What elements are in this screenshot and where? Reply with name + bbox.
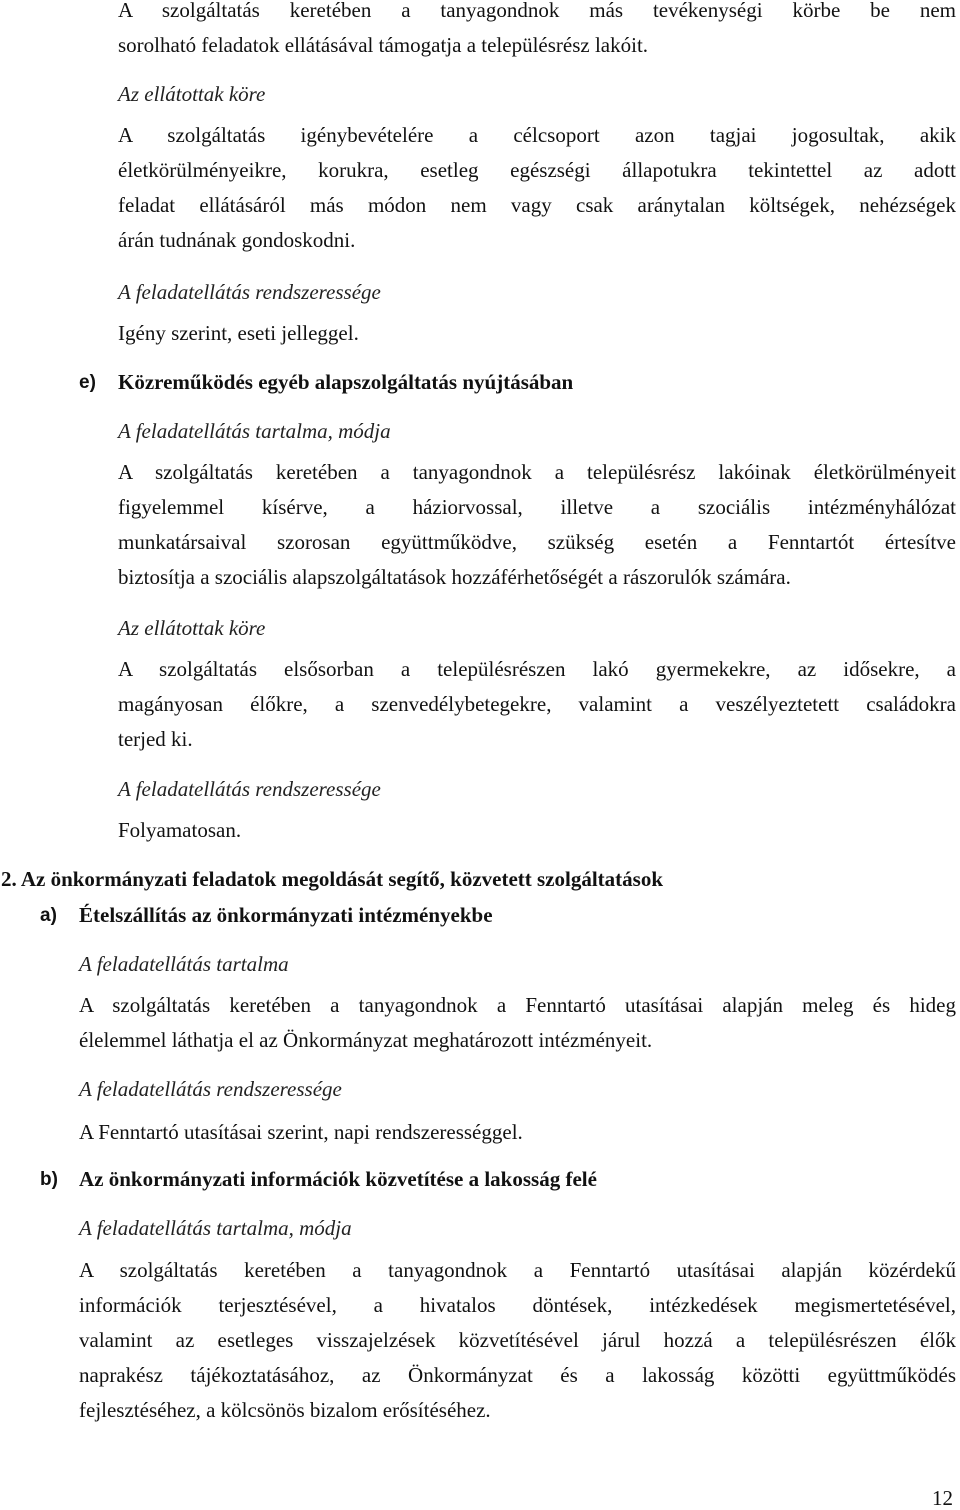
text-line: A szolgáltatás keretében a tanyagondnok a Fenntartó utasításai alapján meleg és hideg — [79, 993, 956, 1017]
text-line: magányosan élőkre, a szenvedélybetegekre, valamint a veszélyeztetett családokra — [118, 692, 956, 716]
section-heading-b: Az önkormányzati információk közvetítése a lakosság felé — [79, 1167, 597, 1191]
text-line: életkörülményeikre, korukra, esetleg egészségi állapotukra tekintettel az adott — [118, 158, 956, 182]
text-line: A szolgáltatás keretében a tanyagondnok más tevékenységi körbe be nem — [118, 0, 956, 22]
text-line: munkatársaival szorosan együttműködve, szükség esetén a Fenntartót értesítve — [118, 530, 956, 554]
scope-paragraph-d — [118, 118, 956, 258]
regularity-label-e: A feladatellátás rendszeressége — [118, 777, 381, 801]
content-label-e: A feladatellátás tartalma, módja — [118, 419, 391, 443]
text-line: árán tudnának gondoskodni. — [118, 228, 356, 252]
text-line: információk terjesztésével, a hivatalos döntések, intézkedések megismertetésével, — [79, 1293, 956, 1317]
content-label-a: A feladatellátás tartalma — [79, 952, 289, 976]
regularity-text-e: Folyamatosan. — [118, 818, 242, 842]
text-line: valamint az esetleges visszajelzések közvetítésével járul hozzá a településrészen élők — [79, 1328, 956, 1352]
regularity-label-a: A feladatellátás rendszeressége — [79, 1077, 342, 1101]
text-line: terjed ki. — [118, 727, 193, 751]
text-line: élelemmel láthatja el az Önkormányzat meghatározott intézményeit. — [79, 1028, 653, 1052]
regularity-text-a: A Fenntartó utasításai szerint, napi rendszerességgel. — [79, 1120, 523, 1144]
content-paragraph-b — [79, 1253, 956, 1428]
text-line: figyelemmel kísérve, a háziorvossal, illetve a szociális intézményhálózat — [118, 495, 956, 519]
regularity-text-d: Igény szerint, eseti jelleggel. — [118, 321, 359, 345]
text-line: fejlesztéséhez, a kölcsönös bizalom erősítéséhez. — [79, 1398, 491, 1422]
text-line: A szolgáltatás keretében a tanyagondnok a Fenntartó utasításai alapján közérdekű — [79, 1258, 956, 1282]
scope-paragraph-e — [118, 652, 956, 757]
list-marker-b: b) — [40, 1169, 58, 1190]
list-marker-e: e) — [79, 372, 96, 393]
text-line: sorolható feladatok ellátásával támogatja a településrész lakóit. — [118, 33, 649, 57]
content-label-b: A feladatellátás tartalma, módja — [79, 1216, 352, 1240]
scope-label-d: Az ellátottak köre — [118, 82, 266, 106]
section-heading-a: Ételszállítás az önkormányzati intézményekbe — [79, 903, 493, 927]
text-line: A szolgáltatás keretében a tanyagondnok a településrész lakóinak életkörülményeit — [118, 460, 956, 484]
text-line: A szolgáltatás igénybevételére a célcsoport azon tagjai jogosultak, akik — [118, 123, 956, 147]
content-paragraph-a — [79, 988, 956, 1058]
text-line: naprakész tájékoztatásához, az Önkormányzat és a lakosság közötti együttműködés — [79, 1363, 956, 1387]
regularity-label-d: A feladatellátás rendszeressége — [118, 280, 381, 304]
scope-label-e: Az ellátottak köre — [118, 616, 266, 640]
content-paragraph-e — [118, 455, 956, 595]
section-heading-2: 2. Az önkormányzati feladatok megoldását segítő, közvetett szolgáltatások — [1, 867, 664, 891]
text-line: A szolgáltatás elsősorban a településrészen lakó gyermekekre, az idősekre, a — [118, 657, 956, 681]
section-heading-e: Közreműködés egyéb alapszolgáltatás nyújtásában — [118, 370, 574, 394]
text-line: feladat ellátásáról más módon nem vagy csak aránytalan költségek, nehézségek — [118, 193, 956, 217]
list-marker-a: a) — [40, 905, 57, 926]
intro-paragraph — [118, 0, 956, 63]
text-line: biztosítja a szociális alapszolgáltatások hozzáférhetőségét a rászorulók számára. — [118, 565, 791, 589]
page-number: 12 — [932, 1486, 953, 1510]
